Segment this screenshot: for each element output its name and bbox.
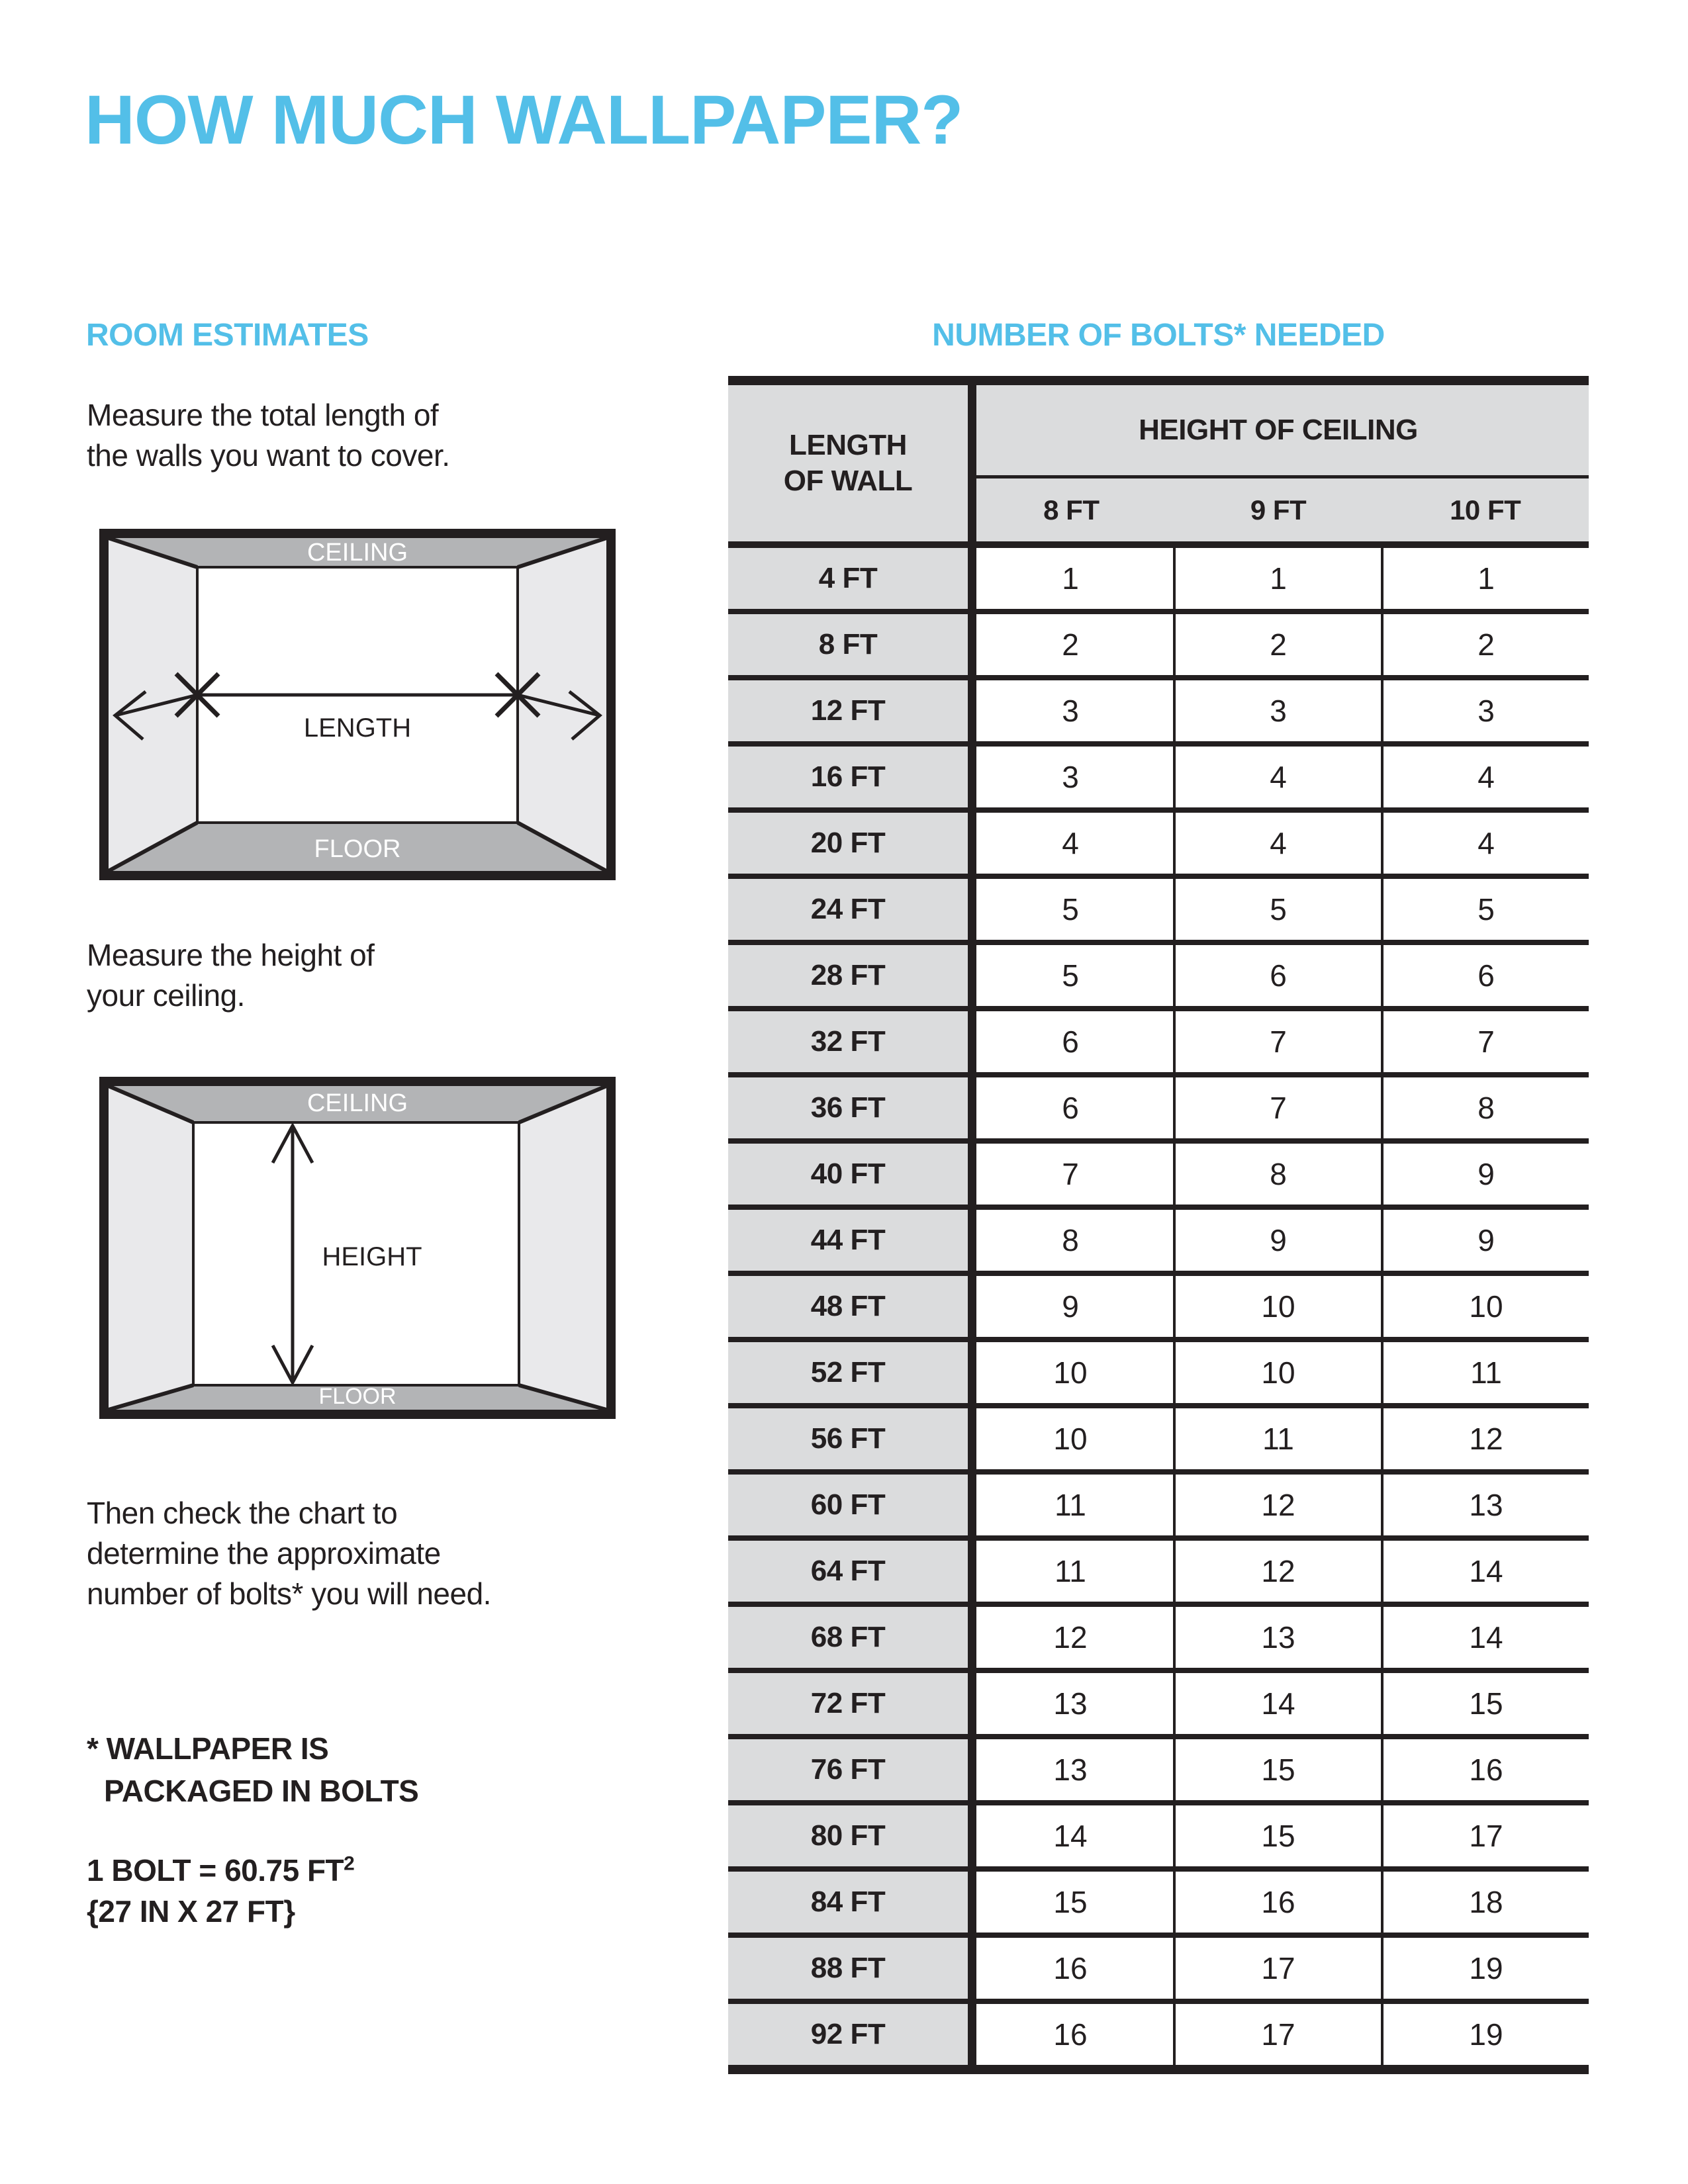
bolts-value-8ft: 15 <box>968 1872 1173 1933</box>
wall-length-label: 92 FT <box>728 2004 968 2065</box>
table-row <box>728 2004 1589 2065</box>
table-row <box>728 1342 1589 1408</box>
bolts-value-10ft: 8 <box>1381 1077 1589 1138</box>
instruction-length <box>87 395 450 476</box>
bolts-value-8ft: 12 <box>968 1607 1173 1668</box>
instruction-length-line1: Measure the total length of <box>87 398 439 432</box>
wall-length-label: 88 FT <box>728 1938 968 1999</box>
instruction-chart-line3: number of bolts* you will need. <box>87 1576 491 1611</box>
bolts-needed-table <box>728 376 1589 2074</box>
bolts-value-8ft: 10 <box>968 1342 1173 1403</box>
room-height-diagram <box>99 1077 616 1419</box>
bolts-value-10ft: 9 <box>1381 1210 1589 1271</box>
wall-length-label: 44 FT <box>728 1210 968 1271</box>
bolts-value-10ft: 16 <box>1381 1739 1589 1800</box>
wall-length-label: 32 FT <box>728 1011 968 1072</box>
instruction-height-line1: Measure the height of <box>87 938 375 972</box>
column-header-8ft: 8 FT <box>1043 494 1100 525</box>
bolts-value-9ft: 15 <box>1173 1739 1381 1800</box>
height-label: HEIGHT <box>322 1242 422 1271</box>
bolt-dimensions: {27 IN X 27 FT} <box>87 1894 295 1929</box>
column-header-length-of-wall <box>728 385 968 541</box>
bolts-value-10ft: 6 <box>1381 945 1589 1006</box>
bolts-value-9ft: 4 <box>1173 747 1381 807</box>
right-wall-surface <box>519 1086 606 1410</box>
wall-length-label: 52 FT <box>728 1342 968 1403</box>
table-column-divider <box>968 376 976 2074</box>
bolts-value-8ft: 6 <box>968 1077 1173 1138</box>
table-row <box>728 680 1589 747</box>
bolts-value-10ft: 17 <box>1381 1805 1589 1866</box>
bolts-value-10ft: 13 <box>1381 1475 1589 1535</box>
bolts-value-9ft: 13 <box>1173 1607 1381 1668</box>
floor-label: FLOOR <box>318 1384 397 1409</box>
bolts-value-10ft: 19 <box>1381 1938 1589 1999</box>
bolts-footnote <box>87 1727 418 1812</box>
bolts-value-9ft: 3 <box>1173 680 1381 741</box>
bolts-value-10ft: 3 <box>1381 680 1589 741</box>
wall-length-label: 64 FT <box>728 1541 968 1602</box>
wall-length-label: 76 FT <box>728 1739 968 1800</box>
ceiling-height-labels <box>968 478 1589 541</box>
wall-length-label: 28 FT <box>728 945 968 1006</box>
table-row <box>728 1938 1589 2004</box>
bolts-value-10ft: 19 <box>1381 2004 1589 2065</box>
table-row <box>728 1210 1589 1276</box>
wall-length-label: 40 FT <box>728 1144 968 1205</box>
table-row <box>728 1144 1589 1210</box>
instruction-height-line2: your ceiling. <box>87 978 245 1013</box>
bolts-value-9ft: 10 <box>1173 1276 1381 1337</box>
wall-length-label: 24 FT <box>728 879 968 940</box>
bolts-value-8ft: 2 <box>968 614 1173 675</box>
bolts-value-8ft: 11 <box>968 1541 1173 1602</box>
column-header-9ft: 9 FT <box>1250 494 1307 525</box>
bolts-value-10ft: 12 <box>1381 1408 1589 1469</box>
bolts-value-8ft: 8 <box>968 1210 1173 1271</box>
bolt-equation-superscript: 2 <box>344 1852 355 1875</box>
table-body <box>728 548 1589 2065</box>
room-length-diagram <box>99 529 616 880</box>
table-row <box>728 614 1589 680</box>
bolts-value-9ft: 8 <box>1173 1144 1381 1205</box>
table-row <box>728 1872 1589 1938</box>
table-header <box>728 385 1589 541</box>
bolts-value-8ft: 3 <box>968 680 1173 741</box>
table-row <box>728 1276 1589 1342</box>
bolts-value-8ft: 7 <box>968 1144 1173 1205</box>
bolts-value-10ft: 9 <box>1381 1144 1589 1205</box>
wall-length-label: 16 FT <box>728 747 968 807</box>
table-row <box>728 1077 1589 1144</box>
table-row <box>728 1408 1589 1475</box>
bolts-value-8ft: 4 <box>968 813 1173 874</box>
table-row <box>728 1805 1589 1872</box>
bolts-value-10ft: 2 <box>1381 614 1589 675</box>
bolts-value-9ft: 12 <box>1173 1541 1381 1602</box>
table-header-rule <box>728 541 1589 548</box>
bolts-value-10ft: 11 <box>1381 1342 1589 1403</box>
bolts-value-9ft: 7 <box>1173 1077 1381 1138</box>
wall-length-label: 72 FT <box>728 1673 968 1734</box>
column-header-heights <box>968 385 1589 541</box>
bolts-value-9ft: 17 <box>1173 2004 1381 2065</box>
bolts-value-10ft: 1 <box>1381 548 1589 609</box>
table-row <box>728 1673 1589 1739</box>
instruction-height <box>87 935 374 1016</box>
bolts-footnote-line1: * WALLPAPER IS <box>87 1731 329 1766</box>
length-of-wall-line1: LENGTH <box>789 429 907 461</box>
wall-length-label: 56 FT <box>728 1408 968 1469</box>
instruction-chart-line2: determine the approximate <box>87 1536 441 1570</box>
table-row <box>728 548 1589 614</box>
bolts-value-9ft: 5 <box>1173 879 1381 940</box>
bolts-value-8ft: 5 <box>968 879 1173 940</box>
ceiling-label: CEILING <box>306 1089 408 1117</box>
wall-length-label: 36 FT <box>728 1077 968 1138</box>
ceiling-label: CEILING <box>306 539 408 567</box>
instruction-length-line2: the walls you want to cover. <box>87 438 450 473</box>
bolts-value-9ft: 11 <box>1173 1408 1381 1469</box>
bolt-equation-line <box>87 1850 354 1891</box>
bolts-value-8ft: 6 <box>968 1011 1173 1072</box>
bolts-value-9ft: 17 <box>1173 1938 1381 1999</box>
wall-length-label: 84 FT <box>728 1872 968 1933</box>
table-row <box>728 945 1589 1011</box>
bolts-value-9ft: 9 <box>1173 1210 1381 1271</box>
table-heading: NUMBER OF BOLTS* NEEDED <box>932 318 1385 353</box>
wall-length-label: 8 FT <box>728 614 968 675</box>
instruction-chart-line1: Then check the chart to <box>87 1496 398 1530</box>
table-row <box>728 747 1589 813</box>
bolts-value-9ft: 2 <box>1173 614 1381 675</box>
wall-length-label: 4 FT <box>728 548 968 609</box>
column-header-10ft: 10 FT <box>1450 494 1521 525</box>
bolts-value-8ft: 14 <box>968 1805 1173 1866</box>
bolts-value-8ft: 3 <box>968 747 1173 807</box>
table-row <box>728 879 1589 945</box>
bolts-value-8ft: 16 <box>968 1938 1173 1999</box>
bolts-value-8ft: 16 <box>968 2004 1173 2065</box>
bolts-value-8ft: 10 <box>968 1408 1173 1469</box>
bolts-value-9ft: 10 <box>1173 1342 1381 1403</box>
bolts-value-9ft: 4 <box>1173 813 1381 874</box>
bolts-value-9ft: 6 <box>1173 945 1381 1006</box>
bolts-value-8ft: 1 <box>968 548 1173 609</box>
bolts-value-8ft: 11 <box>968 1475 1173 1535</box>
table-row <box>728 1475 1589 1541</box>
bolts-footnote-line2: PACKAGED IN BOLTS <box>104 1774 419 1808</box>
bolts-value-10ft: 5 <box>1381 879 1589 940</box>
table-row <box>728 813 1589 879</box>
table-row <box>728 1541 1589 1607</box>
room-estimates-heading: ROOM ESTIMATES <box>86 318 369 353</box>
bolts-value-9ft: 16 <box>1173 1872 1381 1933</box>
bolts-value-8ft: 13 <box>968 1739 1173 1800</box>
length-label: LENGTH <box>303 713 412 743</box>
table-bottom-border <box>728 2065 1589 2074</box>
wall-length-label: 60 FT <box>728 1475 968 1535</box>
table-row <box>728 1011 1589 1077</box>
height-of-ceiling-header: HEIGHT OF CEILING <box>968 385 1589 478</box>
instruction-chart <box>87 1493 491 1614</box>
bolts-value-10ft: 14 <box>1381 1607 1589 1668</box>
floor-label: FLOOR <box>314 835 401 863</box>
bolts-value-10ft: 4 <box>1381 813 1589 874</box>
table-row <box>728 1739 1589 1805</box>
bolts-value-8ft: 13 <box>968 1673 1173 1734</box>
bolts-value-8ft: 5 <box>968 945 1173 1006</box>
bolts-value-9ft: 15 <box>1173 1805 1381 1866</box>
bolts-value-10ft: 10 <box>1381 1276 1589 1337</box>
bolts-value-10ft: 18 <box>1381 1872 1589 1933</box>
left-wall-surface <box>109 1086 193 1410</box>
bolts-value-10ft: 7 <box>1381 1011 1589 1072</box>
wall-length-label: 12 FT <box>728 680 968 741</box>
bolt-equation-main: 1 BOLT = 60.75 FT <box>87 1853 344 1888</box>
table-top-border <box>728 376 1589 385</box>
wall-length-label: 20 FT <box>728 813 968 874</box>
wall-length-label: 80 FT <box>728 1805 968 1866</box>
bolts-value-10ft: 14 <box>1381 1541 1589 1602</box>
bolts-value-9ft: 7 <box>1173 1011 1381 1072</box>
bolts-value-9ft: 12 <box>1173 1475 1381 1535</box>
wall-length-label: 48 FT <box>728 1276 968 1337</box>
page-title: HOW MUCH WALLPAPER? <box>85 81 963 159</box>
table-row <box>728 1607 1589 1673</box>
bolt-equation <box>87 1850 354 1932</box>
bolts-value-9ft: 14 <box>1173 1673 1381 1734</box>
length-of-wall-line2: OF WALL <box>783 465 913 497</box>
bolts-value-9ft: 1 <box>1173 548 1381 609</box>
bolts-value-10ft: 4 <box>1381 747 1589 807</box>
bolts-value-8ft: 9 <box>968 1276 1173 1337</box>
wall-length-label: 68 FT <box>728 1607 968 1668</box>
bolts-value-10ft: 15 <box>1381 1673 1589 1734</box>
